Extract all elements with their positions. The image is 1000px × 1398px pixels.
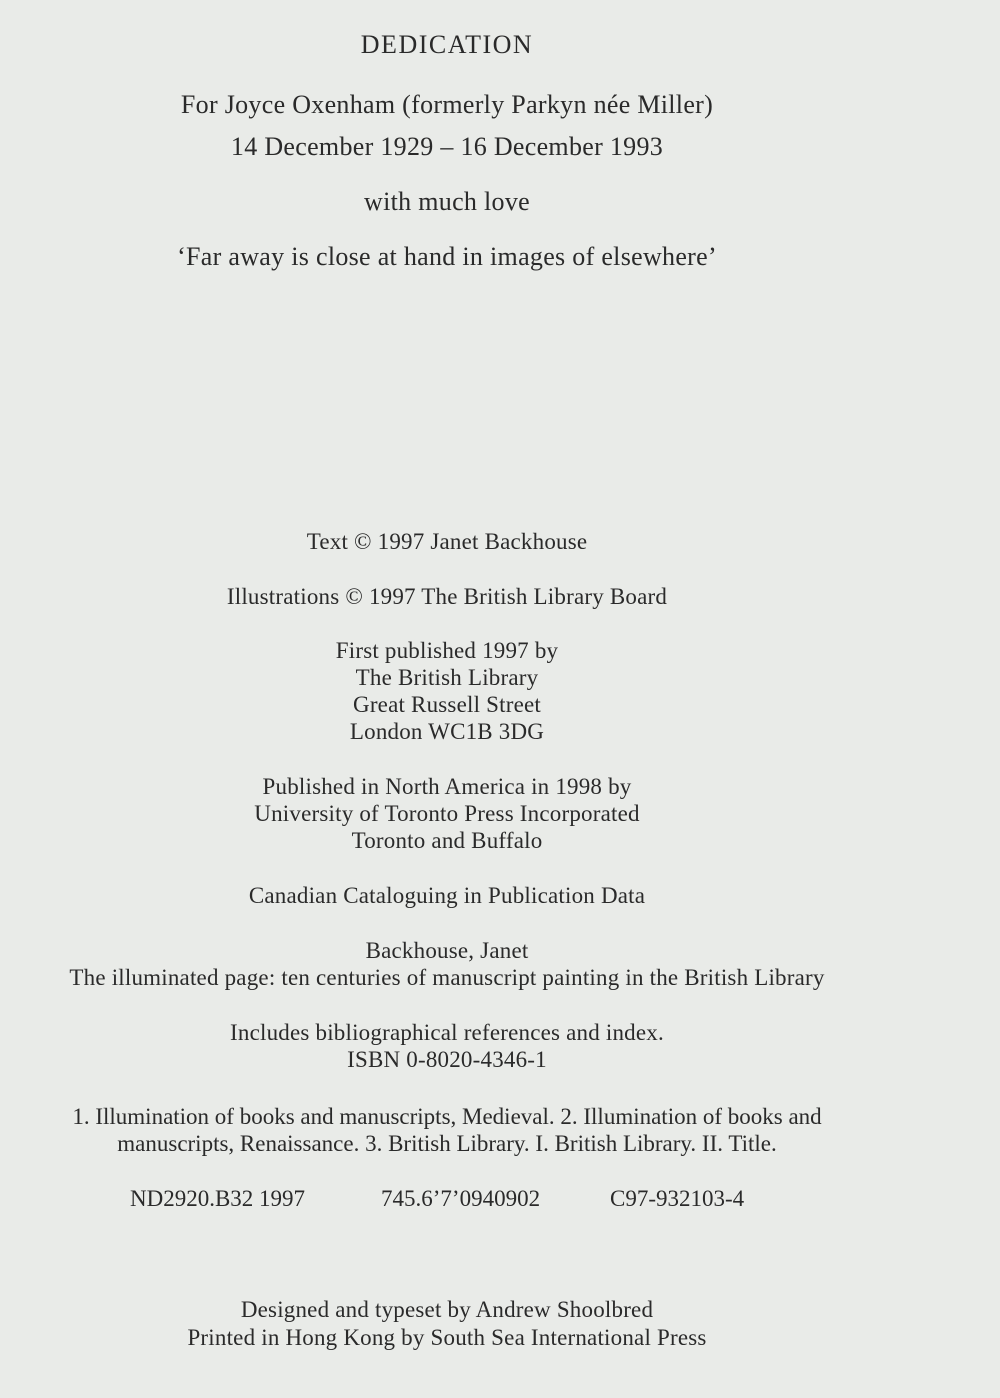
design-credit: Designed and typeset by Andrew Shoolbred	[240, 1297, 654, 1322]
text-copyright: Text © 1997 Janet Backhouse	[306, 529, 588, 554]
catalogue-isbn: ISBN 0-8020-4346-1	[347, 1047, 547, 1072]
dewey-number: 745.6’7’0940902	[381, 1186, 541, 1211]
control-number: C97-932103-4	[610, 1186, 745, 1211]
north-america-line-1: Published in North America in 1998 by	[262, 774, 632, 799]
first-published-line-2: The British Library	[355, 665, 539, 690]
catalogue-subjects-line-1: 1. Illumination of books and manuscripts, Medieval. 2. Illumination of books and	[72, 1104, 822, 1129]
catalogue-title: The illuminated page: ten centuries of manuscript painting in the British Library	[69, 965, 825, 990]
north-america-line-3: Toronto and Buffalo	[351, 828, 543, 853]
printer-credit: Printed in Hong Kong by South Sea International Press	[187, 1325, 707, 1350]
illustrations-copyright: Illustrations © 1997 The British Library Board	[226, 584, 668, 609]
dedication-quote: ‘Far away is close at hand in images of elsewhere’	[177, 242, 717, 271]
first-published-line-4: London WC1B 3DG	[349, 719, 545, 744]
first-published-line-1: First published 1997 by	[335, 638, 559, 663]
north-america-line-2: University of Toronto Press Incorporated	[254, 801, 640, 826]
catalogue-subjects-line-2: manuscripts, Renaissance. 3. British Library. I. British Library. II. Title.	[117, 1131, 777, 1156]
dedication-line-1: For Joyce Oxenham (formerly Parkyn née Miller)	[180, 90, 714, 119]
catalogue-includes: Includes bibliographical references and index.	[230, 1020, 664, 1045]
dedication-line-3: with much love	[364, 187, 530, 216]
dedication-line-2: 14 December 1929 – 16 December 1993	[230, 132, 664, 161]
dedication-heading: DEDICATION	[360, 30, 534, 59]
cataloguing-heading: Canadian Cataloguing in Publication Data	[248, 883, 646, 908]
class-number: ND2920.B32 1997	[130, 1186, 306, 1211]
first-published-line-3: Great Russell Street	[353, 692, 541, 717]
catalogue-author: Backhouse, Janet	[365, 938, 529, 963]
